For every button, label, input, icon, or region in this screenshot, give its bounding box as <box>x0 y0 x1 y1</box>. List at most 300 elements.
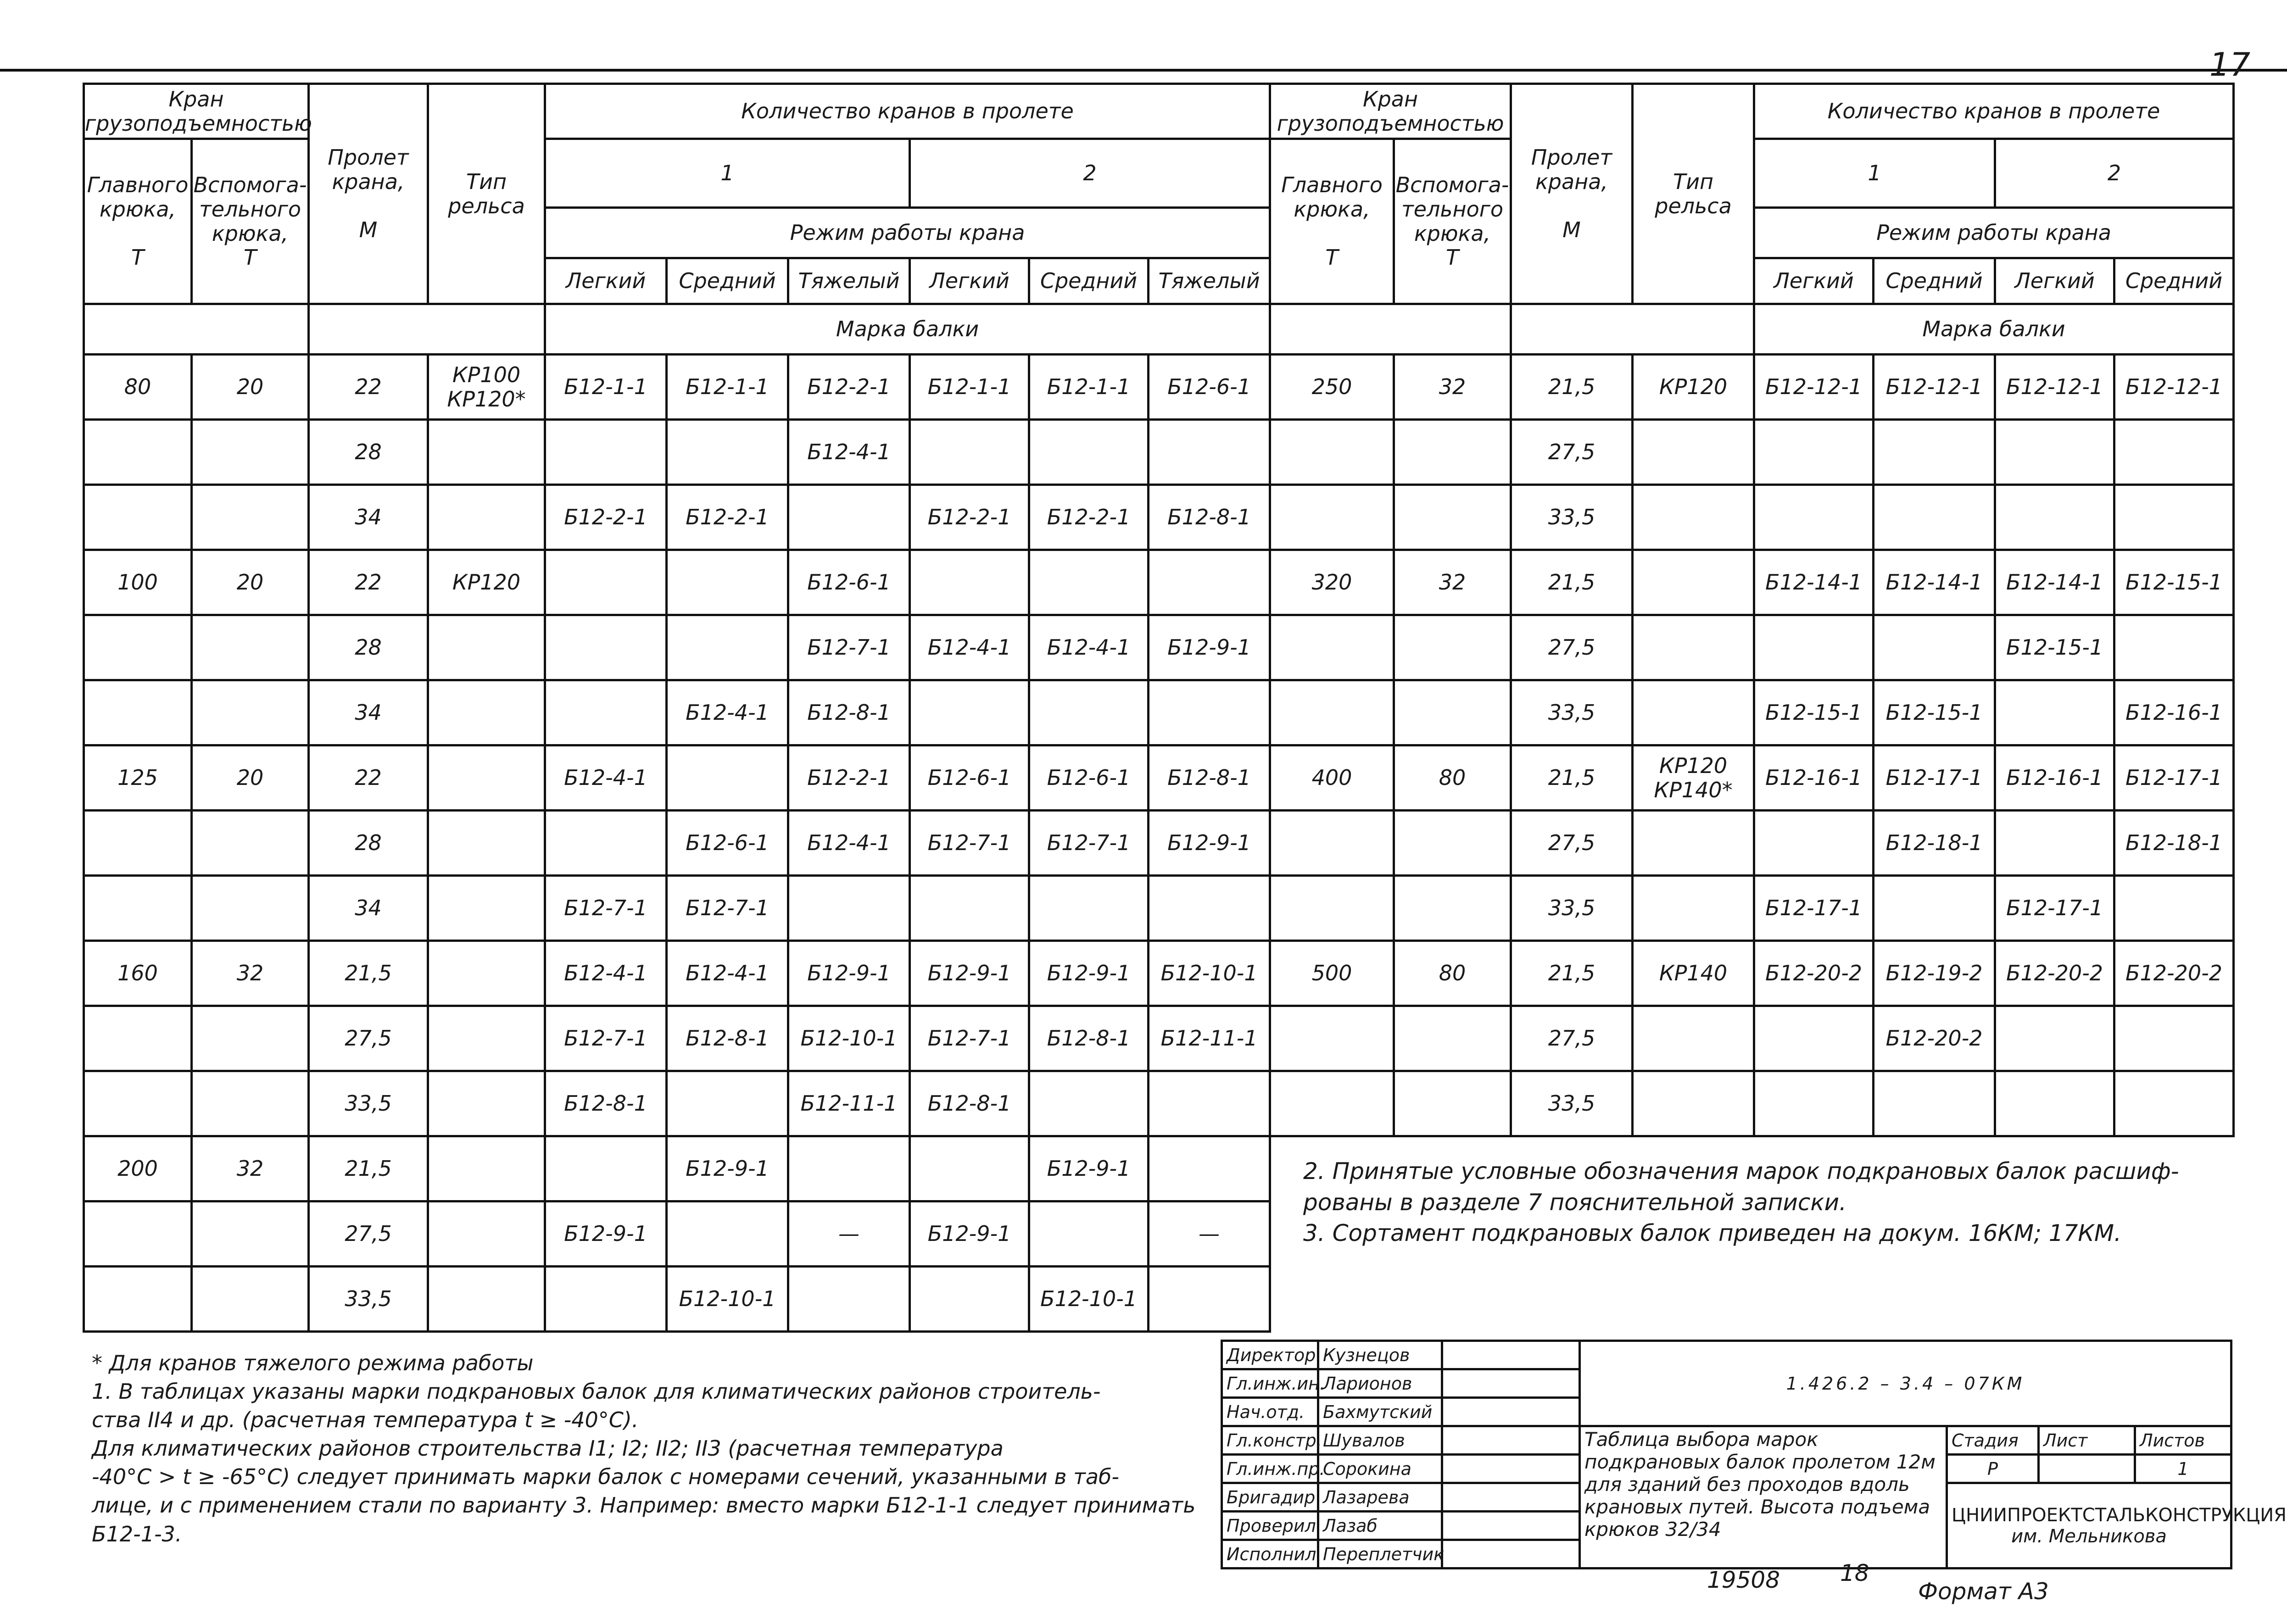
table-row <box>84 1006 1270 1071</box>
organization-name: ЦНИИПРОЕКТСТАЛЬКОНСТРУКЦИЯ <box>1952 1504 2287 1526</box>
aux-hook-header: Вспомога-тельного крюка, Т <box>1394 139 1511 304</box>
sheets-value: 1 <box>2135 1455 2231 1483</box>
table-cell: Б12-7-1 <box>788 615 910 680</box>
table-cell: Б12-6-1 <box>788 550 910 615</box>
name-5: Лазарева <box>1318 1483 1442 1512</box>
table-row <box>1270 941 2234 1006</box>
table-cell <box>192 615 309 680</box>
table-cell: 34 <box>309 485 428 550</box>
table-cell <box>1394 811 1511 876</box>
table-cell <box>1995 485 2114 550</box>
table-cell: Б12-9-1 <box>910 941 1029 1006</box>
table-row <box>1270 485 2234 550</box>
table-cell <box>545 1136 667 1201</box>
signature-3 <box>1442 1426 1580 1455</box>
table-row <box>84 420 1270 485</box>
table-row <box>84 1201 1270 1267</box>
table-cell <box>1874 1071 1995 1136</box>
table-cell: Б12-7-1 <box>1029 811 1149 876</box>
units-row-2 <box>309 304 545 355</box>
table-cell: Б12-9-1 <box>788 941 910 1006</box>
name-4: Сорокина <box>1318 1455 1442 1483</box>
table-cell <box>788 1267 910 1332</box>
table-cell: 22 <box>309 745 428 811</box>
table-cell: Б12-16-1 <box>1995 745 2114 811</box>
table-cell: 500 <box>1270 941 1394 1006</box>
table-cell: 21,5 <box>1511 550 1633 615</box>
table-cell <box>84 1071 192 1136</box>
table-cell <box>428 941 545 1006</box>
mode-header: Режим работы крана <box>545 208 1270 258</box>
notes-right <box>1303 1156 2221 1249</box>
table-cell <box>1995 1071 2114 1136</box>
table-row <box>84 941 1270 1006</box>
table-row <box>84 550 1270 615</box>
table-cell <box>667 615 788 680</box>
table-cell <box>192 420 309 485</box>
heavy-header: Тяжелый <box>788 258 910 304</box>
table-cell: Б12-7-1 <box>545 876 667 941</box>
table-cell: Б12-12-1 <box>1995 355 2114 420</box>
table-cell: Б12-7-1 <box>545 1006 667 1071</box>
table-row <box>84 1071 1270 1136</box>
table-cell: Б12-9-1 <box>545 1201 667 1267</box>
table-cell: Б12-9-1 <box>667 1136 788 1201</box>
table-cell <box>1394 876 1511 941</box>
table-cell: 32 <box>1394 355 1511 420</box>
table-cell: Б12-10-1 <box>667 1267 788 1332</box>
table-cell <box>1633 550 1754 615</box>
table-cell <box>2114 485 2234 550</box>
table-cell: 21,5 <box>1511 355 1633 420</box>
table-cell <box>192 680 309 745</box>
table-cell <box>192 1267 309 1332</box>
signature-5 <box>1442 1483 1580 1512</box>
table-cell <box>84 420 192 485</box>
table-cell <box>192 1071 309 1136</box>
table-cell: 20 <box>192 355 309 420</box>
table-cell <box>545 1267 667 1332</box>
table-cell: Б12-4-1 <box>545 941 667 1006</box>
document-title: Таблица выбора марок подкрановых балок пролетом 12м для зданий без проходов вдоль крановых путей. Высота подъема крюков 32/34 <box>1580 1426 1947 1568</box>
one-crane-header: 1 <box>545 139 910 208</box>
name-0: Кузнецов <box>1318 1341 1442 1369</box>
table-cell <box>1394 1006 1511 1071</box>
stage-value: Р <box>1947 1455 2039 1483</box>
table-cell: Б12-17-1 <box>2114 745 2234 811</box>
role-2: Нач.отд. <box>1222 1398 1318 1426</box>
format-label: Формат А3 <box>1918 1578 2049 1605</box>
table-cell: Б12-9-1 <box>1149 811 1270 876</box>
table-cell <box>2114 615 2234 680</box>
table-cell: Б12-17-1 <box>1754 876 1874 941</box>
table-cell: Б12-17-1 <box>1874 745 1995 811</box>
aux-hook-header: Вспомога-тельного крюка, Т <box>192 139 309 304</box>
table-cell <box>910 876 1029 941</box>
table-cell: Б12-20-2 <box>1754 941 1874 1006</box>
name-7: Переплетчик <box>1318 1540 1442 1568</box>
table-row <box>84 680 1270 745</box>
table-row <box>1270 1071 2234 1136</box>
crane-capacity-header: Кран грузоподъемностью <box>1270 84 1511 139</box>
table-cell <box>1149 420 1270 485</box>
table-cell: 27,5 <box>1511 1006 1633 1071</box>
table-cell <box>667 550 788 615</box>
table-cell <box>1394 420 1511 485</box>
table-cell: Б12-19-2 <box>1874 941 1995 1006</box>
table-cell: Б12-12-1 <box>1754 355 1874 420</box>
signature-1 <box>1442 1369 1580 1398</box>
role-0: Директор <box>1222 1341 1318 1369</box>
table-cell <box>2114 1071 2234 1136</box>
table-cell: 32 <box>1394 550 1511 615</box>
table-cell <box>545 811 667 876</box>
table-cell <box>1754 1006 1874 1071</box>
table-cell: Б12-2-1 <box>788 355 910 420</box>
organization-sub: им. Мельникова <box>2011 1525 2167 1547</box>
table-cell <box>910 680 1029 745</box>
table-cell <box>1874 876 1995 941</box>
note-1-line-4: -40°С > t ≥ -65°С) следует принимать марки балок с номерами сечений, указанными в таб- <box>92 1464 1120 1490</box>
two-cranes-header: 2 <box>910 139 1270 208</box>
table-cell: 200 <box>84 1136 192 1201</box>
table-cell <box>1149 680 1270 745</box>
table-cell: Б12-4-1 <box>788 420 910 485</box>
table-cell: 33,5 <box>1511 876 1633 941</box>
table-cell: 33,5 <box>309 1267 428 1332</box>
note-asterisk: * Для кранов тяжелого режима работы <box>92 1351 534 1375</box>
table-cell <box>2114 876 2234 941</box>
table-cell: Б12-17-1 <box>1995 876 2114 941</box>
table-cell: 21,5 <box>1511 941 1633 1006</box>
table-cell: Б12-12-1 <box>1874 355 1995 420</box>
table-cell <box>1394 485 1511 550</box>
table-cell <box>1029 550 1149 615</box>
table-cell: Б12-4-1 <box>545 745 667 811</box>
table-cell <box>428 485 545 550</box>
table-cell: 400 <box>1270 745 1394 811</box>
table-cell: Б12-2-1 <box>545 485 667 550</box>
table-cell: Б12-9-1 <box>1029 1136 1149 1201</box>
span-header: Пролет крана, М <box>1511 84 1633 304</box>
table-cell: КР100 КР120* <box>428 355 545 420</box>
table-cell: 160 <box>84 941 192 1006</box>
name-3: Шувалов <box>1318 1426 1442 1455</box>
table-cell: Б12-11-1 <box>1149 1006 1270 1071</box>
table-cell: 32 <box>192 941 309 1006</box>
table-cell: Б12-6-1 <box>667 811 788 876</box>
table-cell: КР120 <box>1633 355 1754 420</box>
table-cell <box>788 485 910 550</box>
role-5: Бригадир <box>1222 1483 1318 1512</box>
table-cell <box>84 876 192 941</box>
sheet-label: Лист <box>2039 1426 2135 1455</box>
table-cell: Б12-20-2 <box>1995 941 2114 1006</box>
note-1-line-2: ства II4 и др. (расчетная температура t ≥ -40°С). <box>92 1407 639 1433</box>
table-cell <box>1754 811 1874 876</box>
table-cell <box>1874 420 1995 485</box>
table-cell: Б12-8-1 <box>910 1071 1029 1136</box>
beam-mark-header: Марка балки <box>545 304 1270 355</box>
light-header: Легкий <box>1754 258 1874 304</box>
units-row <box>84 304 309 355</box>
rail-type-header: Тип рельса <box>1633 84 1754 304</box>
table-cell <box>1029 680 1149 745</box>
table-row <box>84 745 1270 811</box>
table-cell: 27,5 <box>1511 420 1633 485</box>
table-cell: 32 <box>192 1136 309 1201</box>
table-cell <box>1270 1071 1394 1136</box>
table-cell <box>428 420 545 485</box>
table-cell <box>2114 1006 2234 1071</box>
table-cell <box>1633 485 1754 550</box>
table-cell: Б12-2-1 <box>667 485 788 550</box>
table-cell <box>1029 1201 1149 1267</box>
table-cell: Б12-6-1 <box>1149 355 1270 420</box>
left-table-body <box>84 355 1270 1332</box>
table-cell: 28 <box>309 615 428 680</box>
table-cell: 27,5 <box>1511 615 1633 680</box>
table-cell: 125 <box>84 745 192 811</box>
table-cell <box>1149 876 1270 941</box>
table-cell <box>192 485 309 550</box>
units-row <box>1270 304 1511 355</box>
table-cell <box>667 1071 788 1136</box>
table-cell: 33,5 <box>309 1071 428 1136</box>
table-cell <box>192 876 309 941</box>
right-table-body <box>1270 355 2234 1136</box>
table-cell <box>1029 1071 1149 1136</box>
table-row <box>1270 1006 2234 1071</box>
table-row <box>1270 355 2234 420</box>
note-3: 3. Сортамент подкрановых балок приведен на докум. 16КМ; 17КМ. <box>1303 1220 2121 1246</box>
table-row <box>1270 550 2234 615</box>
note-1-line-5: лице, и с применением стали по варианту 3. Например: вместо марки Б12-1-1 следует принимать Б12-1-3. <box>92 1493 1196 1546</box>
table-row <box>1270 420 2234 485</box>
two-cranes-header: 2 <box>1995 139 2234 208</box>
table-cell: 27,5 <box>309 1201 428 1267</box>
table-cell <box>84 615 192 680</box>
beam-mark-header: Марка балки <box>1754 304 2234 355</box>
signature-7 <box>1442 1540 1580 1568</box>
mode-header: Режим работы крана <box>1754 208 2234 258</box>
table-cell: Б12-8-1 <box>788 680 910 745</box>
role-3: Гл.констр. <box>1222 1426 1318 1455</box>
table-cell: Б12-10-1 <box>788 1006 910 1071</box>
one-crane-header: 1 <box>1754 139 1995 208</box>
table-cell: 80 <box>84 355 192 420</box>
table-cell <box>1995 811 2114 876</box>
table-cell: Б12-1-1 <box>667 355 788 420</box>
right-beam-table <box>1269 83 2235 1137</box>
role-7: Исполнил <box>1222 1540 1318 1568</box>
table-cell <box>910 550 1029 615</box>
table-row <box>84 615 1270 680</box>
note-1-line-3: Для климатических районов строительства I1; I2; II2; II3 (расчетная температура <box>92 1436 1004 1461</box>
table-cell: Б12-8-1 <box>1149 745 1270 811</box>
table-cell <box>428 680 545 745</box>
name-6: Лазаб <box>1318 1512 1442 1540</box>
table-cell: Б12-2-1 <box>910 485 1029 550</box>
table-cell: Б12-7-1 <box>910 1006 1029 1071</box>
table-cell <box>667 1201 788 1267</box>
table-cell <box>545 615 667 680</box>
table-cell: Б12-20-2 <box>1874 1006 1995 1071</box>
cranes-count-header: Количество кранов в пролете <box>545 84 1270 139</box>
table-cell <box>1270 680 1394 745</box>
table-cell: 33,5 <box>1511 680 1633 745</box>
table-cell <box>545 550 667 615</box>
table-cell <box>192 1006 309 1071</box>
table-cell <box>1394 1071 1511 1136</box>
medium-header: Средний <box>667 258 788 304</box>
footer-number-2: 18 <box>1840 1560 1869 1586</box>
span-header: Пролет крана, М <box>309 84 428 304</box>
table-cell: Б12-1-1 <box>545 355 667 420</box>
table-cell: Б12-4-1 <box>667 941 788 1006</box>
table-cell: Б12-16-1 <box>2114 680 2234 745</box>
table-cell <box>545 420 667 485</box>
table-cell: 27,5 <box>1511 811 1633 876</box>
table-row <box>84 485 1270 550</box>
table-cell: Б12-15-1 <box>2114 550 2234 615</box>
table-cell: Б12-7-1 <box>667 876 788 941</box>
table-cell: 27,5 <box>309 1006 428 1071</box>
table-cell <box>428 1201 545 1267</box>
stage-label: Стадия <box>1947 1426 2039 1455</box>
table-cell <box>1394 615 1511 680</box>
table-cell: 250 <box>1270 355 1394 420</box>
table-cell: Б12-14-1 <box>1754 550 1874 615</box>
table-cell <box>1995 1006 2114 1071</box>
table-cell <box>2114 420 2234 485</box>
heavy-header: Тяжелый <box>1149 258 1270 304</box>
medium-header: Средний <box>1029 258 1149 304</box>
table-cell <box>910 1267 1029 1332</box>
table-cell: 100 <box>84 550 192 615</box>
table-cell: Б12-1-1 <box>910 355 1029 420</box>
table-cell <box>1270 811 1394 876</box>
rail-type-header: Тип рельса <box>428 84 545 304</box>
table-cell <box>1874 485 1995 550</box>
organization <box>1947 1483 2287 1568</box>
table-cell: Б12-10-1 <box>1029 1267 1149 1332</box>
table-cell <box>84 811 192 876</box>
table-cell <box>1633 1006 1754 1071</box>
table-cell: Б12-16-1 <box>1754 745 1874 811</box>
table-cell: Б12-8-1 <box>1149 485 1270 550</box>
table-cell <box>1149 1071 1270 1136</box>
table-cell <box>910 420 1029 485</box>
light-header: Легкий <box>545 258 667 304</box>
table-cell: Б12-14-1 <box>1874 550 1995 615</box>
table-cell: Б12-9-1 <box>1149 615 1270 680</box>
table-cell <box>1270 876 1394 941</box>
table-cell: 33,5 <box>1511 485 1633 550</box>
table-cell <box>428 876 545 941</box>
table-cell: — <box>788 1201 910 1267</box>
table-cell: 20 <box>192 745 309 811</box>
table-cell <box>1633 876 1754 941</box>
table-cell <box>1754 485 1874 550</box>
notes-left <box>92 1349 1202 1548</box>
table-cell: 21,5 <box>309 941 428 1006</box>
name-2: Бахмутский <box>1318 1398 1442 1426</box>
table-cell: 80 <box>1394 745 1511 811</box>
table-row <box>1270 876 2234 941</box>
table-cell: Б12-15-1 <box>1874 680 1995 745</box>
table-cell <box>428 811 545 876</box>
sheets-label: Листов <box>2135 1426 2231 1455</box>
signature-6 <box>1442 1512 1580 1540</box>
table-cell <box>1149 1136 1270 1201</box>
table-cell: 80 <box>1394 941 1511 1006</box>
sheet-value <box>2039 1455 2135 1483</box>
table-cell: Б12-2-1 <box>788 745 910 811</box>
table-cell <box>667 420 788 485</box>
table-cell <box>1995 680 2114 745</box>
table-cell: Б12-12-1 <box>2114 355 2234 420</box>
table-cell: Б12-15-1 <box>1995 615 2114 680</box>
table-cell <box>84 680 192 745</box>
table-cell <box>428 745 545 811</box>
crane-capacity-header: Кран грузоподъемностью <box>84 84 309 139</box>
main-hook-header: Главного крюка, Т <box>84 139 192 304</box>
table-cell <box>545 680 667 745</box>
table-cell <box>1149 550 1270 615</box>
table-cell <box>1995 420 2114 485</box>
footer-number-1: 19508 <box>1707 1567 1780 1593</box>
table-cell: — <box>1149 1201 1270 1267</box>
table-cell: Б12-18-1 <box>2114 811 2234 876</box>
table-cell: Б12-4-1 <box>667 680 788 745</box>
table-cell: 28 <box>309 811 428 876</box>
table-cell: Б12-2-1 <box>1029 485 1149 550</box>
table-cell: Б12-6-1 <box>1029 745 1149 811</box>
table-cell <box>910 1136 1029 1201</box>
table-cell <box>428 1267 545 1332</box>
table-cell <box>1270 1006 1394 1071</box>
table-cell <box>192 811 309 876</box>
table-cell: Б12-9-1 <box>910 1201 1029 1267</box>
table-cell: 33,5 <box>1511 1071 1633 1136</box>
table-cell <box>788 876 910 941</box>
table-cell: Б12-14-1 <box>1995 550 2114 615</box>
light-header: Легкий <box>1995 258 2114 304</box>
table-cell <box>84 1201 192 1267</box>
table-row <box>84 355 1270 420</box>
table-cell: Б12-8-1 <box>1029 1006 1149 1071</box>
table-cell <box>1754 1071 1874 1136</box>
table-cell <box>84 1006 192 1071</box>
document-code: 1.426.2 – 3.4 – 07КМ <box>1580 1341 2231 1426</box>
signature-2 <box>1442 1398 1580 1426</box>
table-row <box>84 1136 1270 1201</box>
top-border-line <box>0 69 2287 72</box>
table-cell <box>1394 680 1511 745</box>
table-cell: Б12-4-1 <box>910 615 1029 680</box>
table-cell: Б12-18-1 <box>1874 811 1995 876</box>
table-cell <box>1149 1267 1270 1332</box>
sheet-corner-number: 17 <box>2209 46 2250 83</box>
table-cell: КР120 <box>428 550 545 615</box>
table-cell: 21,5 <box>1511 745 1633 811</box>
table-cell <box>84 485 192 550</box>
role-1: Гл.инж.ин. <box>1222 1369 1318 1398</box>
medium-header: Средний <box>2114 258 2234 304</box>
table-cell <box>1270 615 1394 680</box>
table-cell <box>192 1201 309 1267</box>
